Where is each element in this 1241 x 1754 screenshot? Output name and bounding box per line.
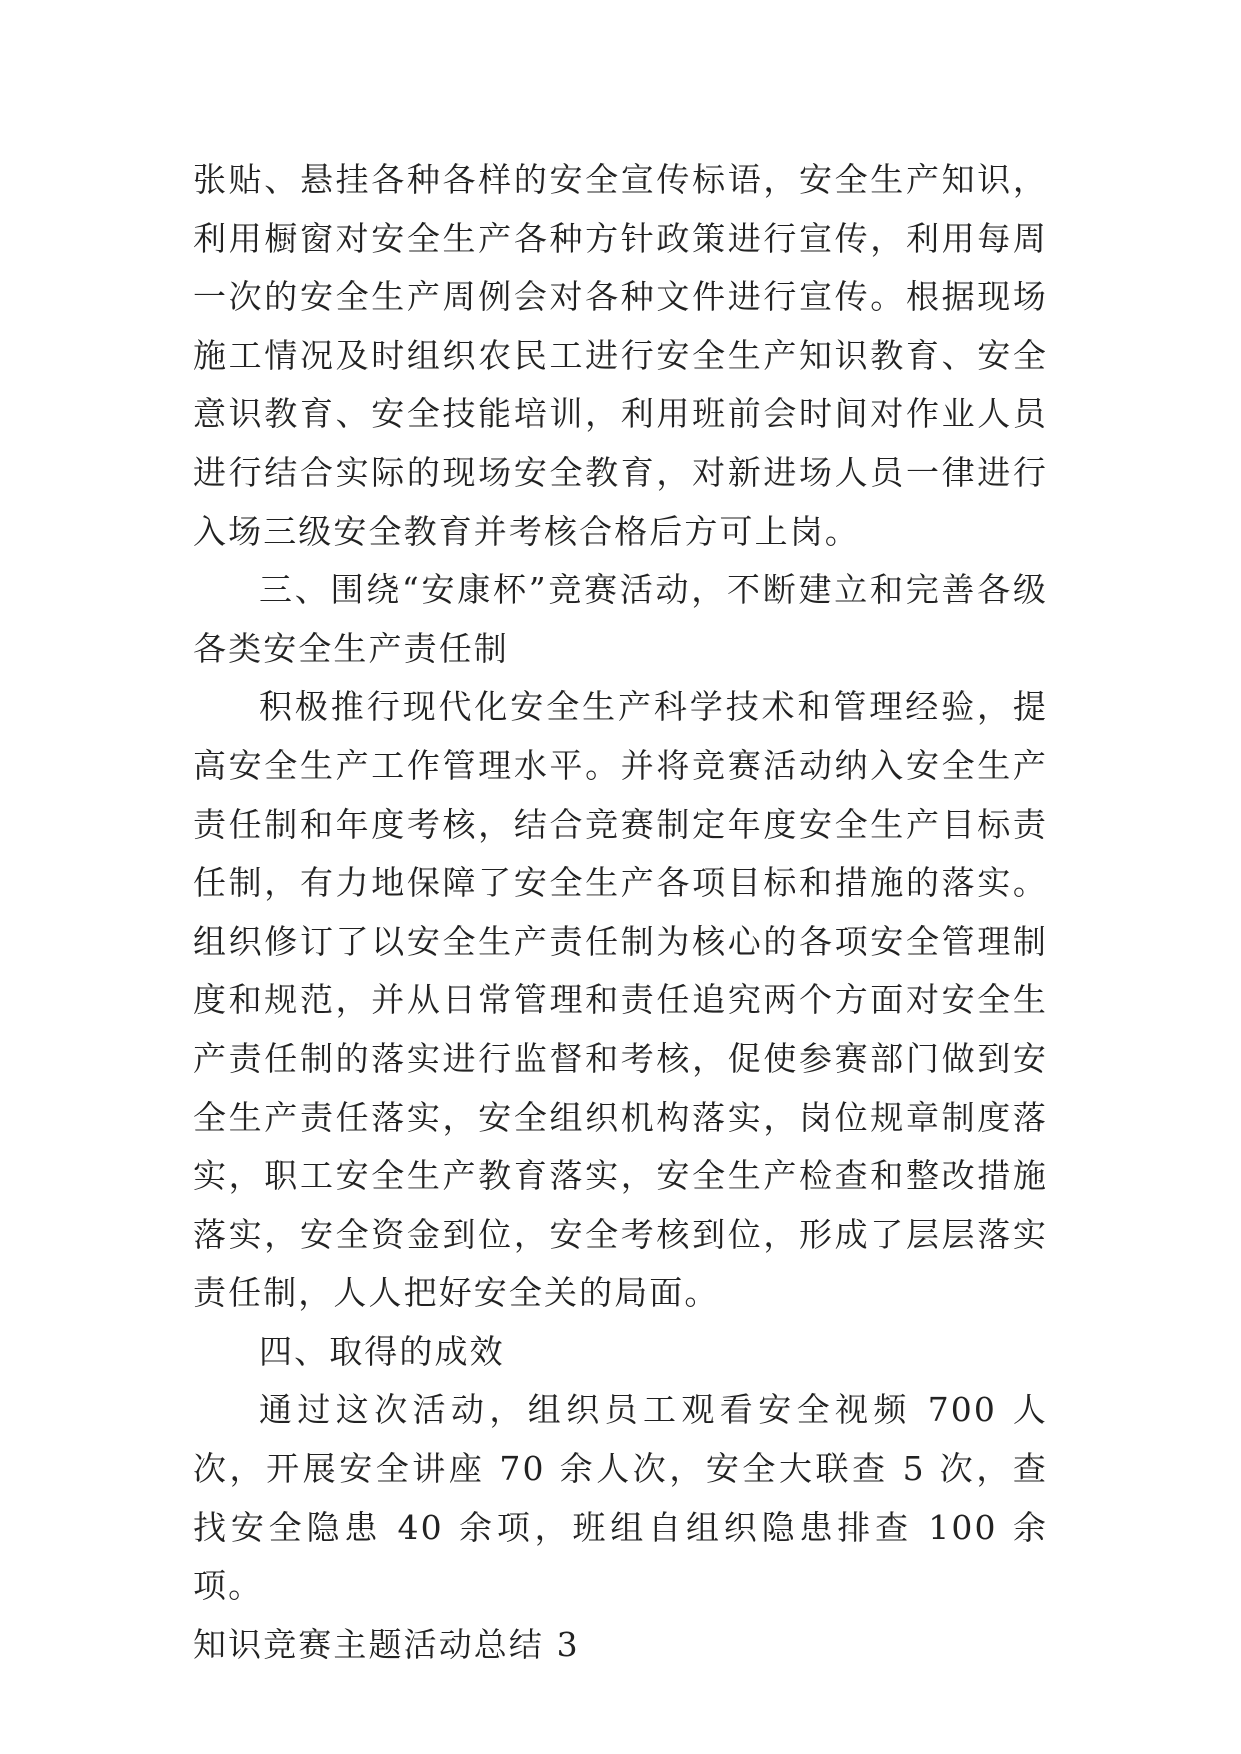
heading-section-four: 四、取得的成效 xyxy=(259,1331,505,1371)
heading-section-three: 三、围绕“安康杯”竞赛活动，不断建立和完善各级各类安全生产责任制 xyxy=(193,570,1048,668)
paragraph-publicity: 张贴、悬挂各种各样的安全宣传标语，安全生产知识，利用橱窗对安全生产各种方针政策进行宣传，利用每周一次的安全生产周例会对各种文件进行宣传。根据现场施工情况及时组织农民工进行安全生产知识教育、安全意识教育、安全技能培训，利用班前会时间对作业人员进行结合实际的现场安全教育，对新进场人员一律进行入场三级安全教育并考核合格后方可上岗。 xyxy=(193,160,1048,551)
paragraph-results: 通过这次活动，组织员工观看安全视频 700 人次，开展安全讲座 70 余人次，安全大联查 5 次，查找安全隐患 40 余项，班组自组织隐患排查 100 余项。 xyxy=(193,1390,1048,1606)
section-title: 知识竞赛主题活动总结 3 xyxy=(193,1624,580,1664)
document-page xyxy=(193,151,1048,1674)
paragraph-responsibility: 积极推行现代化安全生产科学技术和管理经验，提高安全生产工作管理水平。并将竞赛活动纳入安全生产责任制和年度考核，结合竞赛制定年度安全生产目标责任制，有力地保障了安全生产各项目标和措施的落实。组织修订了以安全生产责任制为核心的各项安全管理制度和规范，并从日常管理和责任追究两个方面对安全生产责任制的落实进行监督和考核，促使参赛部门做到安全生产责任落实，安全组织机构落实，岗位规章制度落实，职工安全生产教育落实，安全生产检查和整改措施落实，安全资金到位，安全考核到位，形成了层层落实责任制，人人把好安全关的局面。 xyxy=(193,687,1048,1313)
